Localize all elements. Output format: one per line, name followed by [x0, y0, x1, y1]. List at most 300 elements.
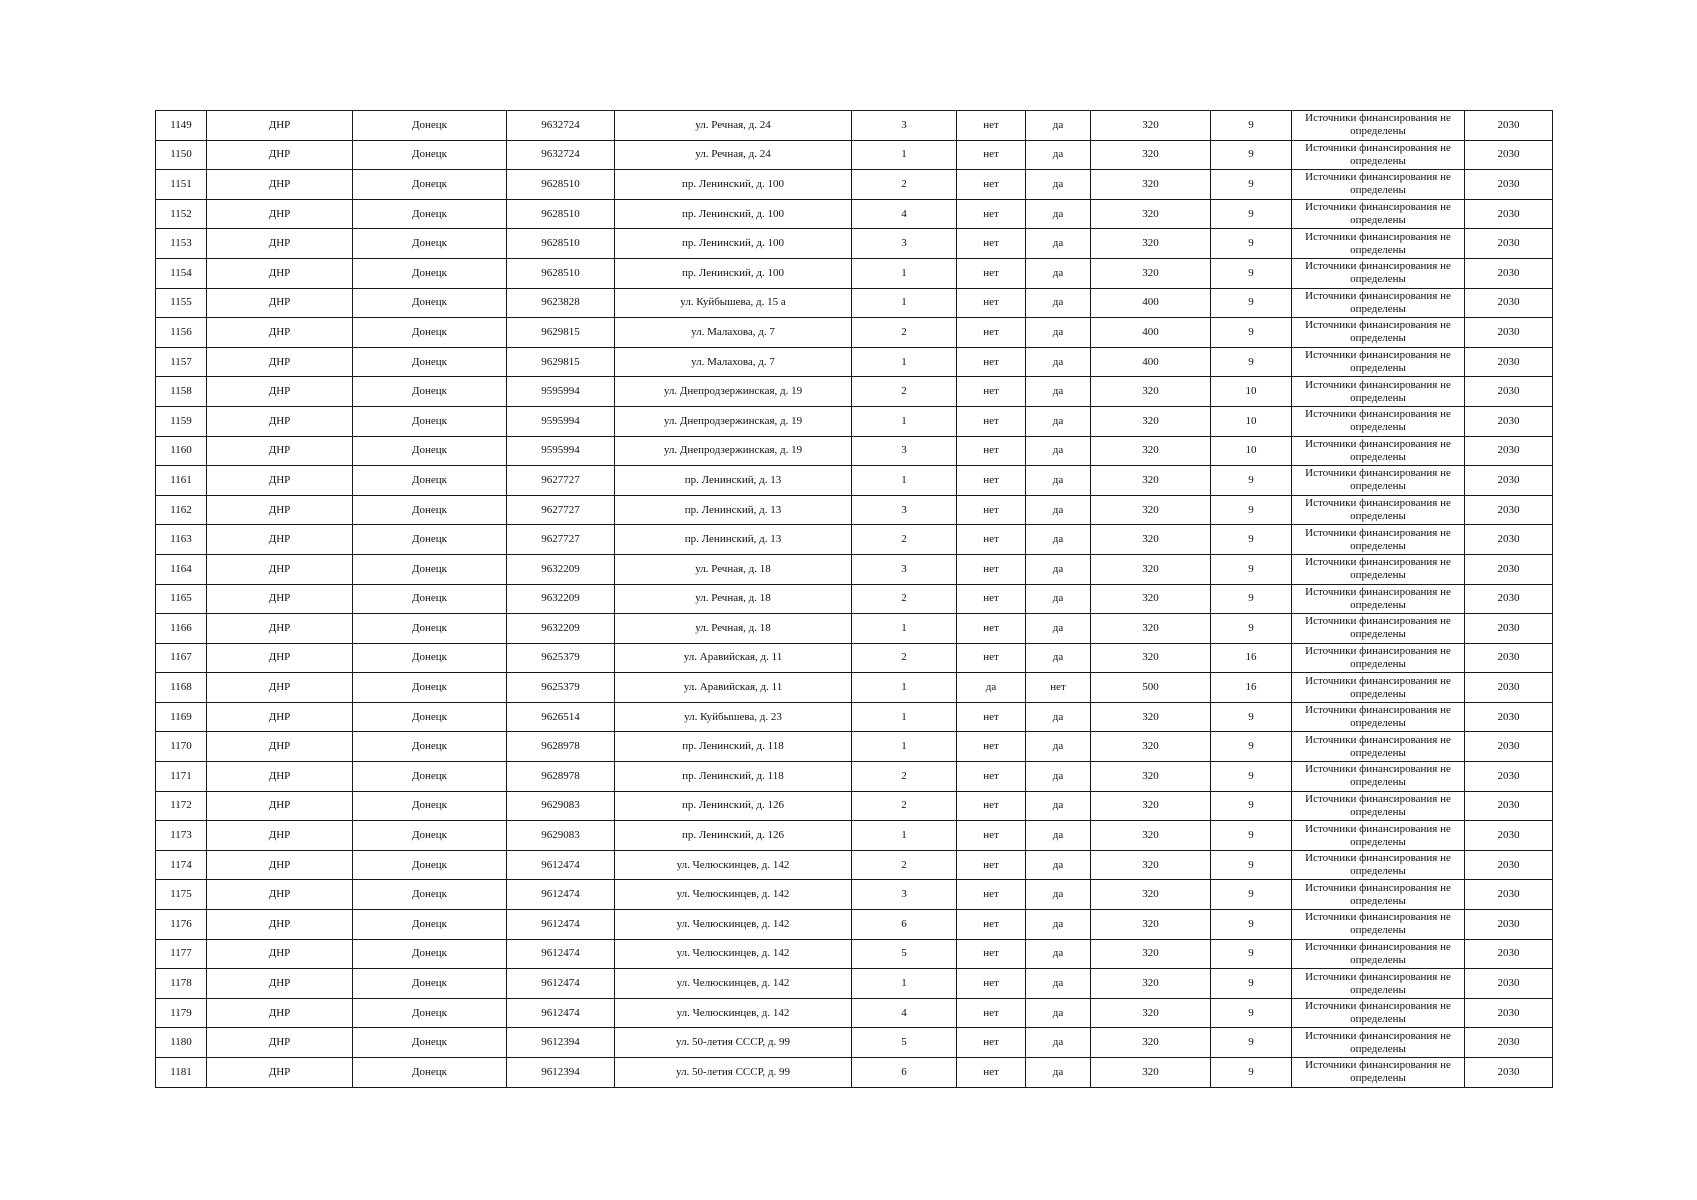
- cell-value-count: 10: [1211, 436, 1292, 466]
- table-row: [156, 850, 1553, 880]
- cell-value-yes-no-2: да: [1026, 258, 1091, 288]
- cell-address: пр. Ленинский, д. 13: [615, 525, 852, 555]
- cell-value-320: 320: [1091, 466, 1211, 496]
- cell-funding-source: Источники финансирования не определены: [1292, 318, 1465, 348]
- cell-region: ДНР: [207, 910, 353, 940]
- cell-value-yes-no-2: да: [1026, 702, 1091, 732]
- table-row: [156, 377, 1553, 407]
- cell-value-yes-no-1: нет: [957, 702, 1026, 732]
- table-row: [156, 170, 1553, 200]
- cell-address: пр. Ленинский, д. 126: [615, 791, 852, 821]
- cell-value-yes-no-1: нет: [957, 377, 1026, 407]
- cell-object-code: 9626514: [507, 702, 615, 732]
- cell-city: Донецк: [353, 288, 507, 318]
- cell-entrance-number: 1: [852, 406, 957, 436]
- cell-funding-source: Источники финансирования не определены: [1292, 821, 1465, 851]
- cell-funding-source: Источники финансирования не определены: [1292, 347, 1465, 377]
- cell-region: ДНР: [207, 998, 353, 1028]
- cell-region: ДНР: [207, 1058, 353, 1088]
- cell-funding-source: Источники финансирования не определены: [1292, 702, 1465, 732]
- cell-city: Донецк: [353, 998, 507, 1028]
- cell-region: ДНР: [207, 258, 353, 288]
- cell-funding-source: Источники финансирования не определены: [1292, 554, 1465, 584]
- cell-value-yes-no-1: нет: [957, 140, 1026, 170]
- cell-entrance-number: 1: [852, 702, 957, 732]
- cell-city: Донецк: [353, 850, 507, 880]
- cell-year: 2030: [1465, 229, 1553, 259]
- cell-funding-source: Источники финансирования не определены: [1292, 880, 1465, 910]
- cell-funding-source: Источники финансирования не определены: [1292, 466, 1465, 496]
- cell-year: 2030: [1465, 850, 1553, 880]
- cell-value-count: 16: [1211, 643, 1292, 673]
- cell-value-yes-no-1: нет: [957, 821, 1026, 851]
- cell-value-yes-no-1: нет: [957, 495, 1026, 525]
- cell-city: Донецк: [353, 436, 507, 466]
- cell-region: ДНР: [207, 791, 353, 821]
- cell-row-number: 1171: [156, 762, 207, 792]
- cell-value-yes-no-1: нет: [957, 762, 1026, 792]
- cell-row-number: 1156: [156, 318, 207, 348]
- cell-value-yes-no-1: нет: [957, 170, 1026, 200]
- cell-address: ул. Речная, д. 24: [615, 111, 852, 141]
- cell-value-yes-no-2: да: [1026, 880, 1091, 910]
- cell-value-yes-no-1: нет: [957, 258, 1026, 288]
- cell-entrance-number: 2: [852, 318, 957, 348]
- cell-year: 2030: [1465, 1058, 1553, 1088]
- cell-city: Донецк: [353, 821, 507, 851]
- cell-entrance-number: 3: [852, 229, 957, 259]
- cell-address: ул. 50-летия СССР, д. 99: [615, 1028, 852, 1058]
- cell-address: ул. Малахова, д. 7: [615, 347, 852, 377]
- cell-value-320: 320: [1091, 969, 1211, 999]
- cell-city: Донецк: [353, 791, 507, 821]
- cell-funding-source: Источники финансирования не определены: [1292, 199, 1465, 229]
- cell-region: ДНР: [207, 939, 353, 969]
- cell-year: 2030: [1465, 170, 1553, 200]
- cell-funding-source: Источники финансирования не определены: [1292, 643, 1465, 673]
- cell-address: пр. Ленинский, д. 100: [615, 258, 852, 288]
- cell-funding-source: Источники финансирования не определены: [1292, 969, 1465, 999]
- cell-value-count: 9: [1211, 554, 1292, 584]
- cell-funding-source: Источники финансирования не определены: [1292, 614, 1465, 644]
- cell-object-code: 9632724: [507, 140, 615, 170]
- cell-entrance-number: 2: [852, 170, 957, 200]
- cell-region: ДНР: [207, 288, 353, 318]
- cell-city: Донецк: [353, 140, 507, 170]
- table-row: [156, 111, 1553, 141]
- cell-value-320: 320: [1091, 495, 1211, 525]
- cell-value-yes-no-1: нет: [957, 466, 1026, 496]
- cell-year: 2030: [1465, 347, 1553, 377]
- cell-city: Донецк: [353, 199, 507, 229]
- cell-value-yes-no-1: нет: [957, 910, 1026, 940]
- cell-value-count: 9: [1211, 199, 1292, 229]
- cell-row-number: 1157: [156, 347, 207, 377]
- cell-address: ул. Челюскинцев, д. 142: [615, 998, 852, 1028]
- cell-year: 2030: [1465, 821, 1553, 851]
- cell-value-count: 9: [1211, 111, 1292, 141]
- cell-value-count: 9: [1211, 140, 1292, 170]
- cell-object-code: 9595994: [507, 406, 615, 436]
- cell-value-yes-no-1: нет: [957, 525, 1026, 555]
- cell-value-yes-no-2: да: [1026, 1028, 1091, 1058]
- cell-value-yes-no-1: нет: [957, 554, 1026, 584]
- cell-year: 2030: [1465, 702, 1553, 732]
- cell-entrance-number: 6: [852, 1058, 957, 1088]
- cell-object-code: 9628510: [507, 199, 615, 229]
- cell-entrance-number: 5: [852, 1028, 957, 1058]
- cell-city: Донецк: [353, 258, 507, 288]
- cell-funding-source: Источники финансирования не определены: [1292, 850, 1465, 880]
- cell-value-yes-no-2: да: [1026, 762, 1091, 792]
- cell-city: Донецк: [353, 318, 507, 348]
- cell-value-320: 320: [1091, 850, 1211, 880]
- cell-row-number: 1178: [156, 969, 207, 999]
- registry-table: [155, 110, 1553, 1088]
- cell-value-320: 320: [1091, 554, 1211, 584]
- cell-region: ДНР: [207, 821, 353, 851]
- cell-object-code: 9629815: [507, 318, 615, 348]
- cell-entrance-number: 1: [852, 140, 957, 170]
- cell-year: 2030: [1465, 140, 1553, 170]
- cell-year: 2030: [1465, 939, 1553, 969]
- cell-value-count: 9: [1211, 702, 1292, 732]
- cell-value-count: 9: [1211, 495, 1292, 525]
- cell-value-yes-no-2: да: [1026, 436, 1091, 466]
- cell-region: ДНР: [207, 377, 353, 407]
- cell-row-number: 1173: [156, 821, 207, 851]
- cell-value-count: 9: [1211, 258, 1292, 288]
- cell-city: Донецк: [353, 969, 507, 999]
- cell-value-yes-no-1: нет: [957, 318, 1026, 348]
- cell-address: ул. Речная, д. 18: [615, 584, 852, 614]
- cell-value-yes-no-2: да: [1026, 791, 1091, 821]
- cell-value-yes-no-2: да: [1026, 821, 1091, 851]
- cell-value-yes-no-1: нет: [957, 199, 1026, 229]
- cell-row-number: 1152: [156, 199, 207, 229]
- cell-value-count: 9: [1211, 1028, 1292, 1058]
- cell-address: ул. 50-летия СССР, д. 99: [615, 1058, 852, 1088]
- cell-object-code: 9595994: [507, 436, 615, 466]
- cell-row-number: 1172: [156, 791, 207, 821]
- cell-value-yes-no-2: да: [1026, 347, 1091, 377]
- cell-value-yes-no-2: да: [1026, 850, 1091, 880]
- cell-object-code: 9623828: [507, 288, 615, 318]
- cell-value-yes-no-2: да: [1026, 939, 1091, 969]
- cell-entrance-number: 3: [852, 495, 957, 525]
- cell-value-yes-no-1: нет: [957, 111, 1026, 141]
- cell-region: ДНР: [207, 732, 353, 762]
- cell-funding-source: Источники финансирования не определены: [1292, 111, 1465, 141]
- cell-value-yes-no-2: да: [1026, 199, 1091, 229]
- cell-value-count: 9: [1211, 791, 1292, 821]
- table-row: [156, 880, 1553, 910]
- cell-funding-source: Источники финансирования не определены: [1292, 910, 1465, 940]
- cell-region: ДНР: [207, 170, 353, 200]
- table-row: [156, 791, 1553, 821]
- cell-row-number: 1169: [156, 702, 207, 732]
- cell-object-code: 9612474: [507, 850, 615, 880]
- cell-object-code: 9628978: [507, 762, 615, 792]
- cell-region: ДНР: [207, 614, 353, 644]
- table-row: [156, 998, 1553, 1028]
- table-row: [156, 702, 1553, 732]
- table-row: [156, 347, 1553, 377]
- cell-city: Донецк: [353, 466, 507, 496]
- table-row: [156, 318, 1553, 348]
- cell-year: 2030: [1465, 614, 1553, 644]
- cell-value-count: 9: [1211, 318, 1292, 348]
- cell-entrance-number: 2: [852, 643, 957, 673]
- cell-city: Донецк: [353, 702, 507, 732]
- cell-value-count: 9: [1211, 910, 1292, 940]
- cell-address: ул. Челюскинцев, д. 142: [615, 910, 852, 940]
- cell-object-code: 9628510: [507, 229, 615, 259]
- cell-value-320: 400: [1091, 347, 1211, 377]
- cell-year: 2030: [1465, 732, 1553, 762]
- cell-value-count: 9: [1211, 525, 1292, 555]
- cell-row-number: 1155: [156, 288, 207, 318]
- table-row: [156, 821, 1553, 851]
- cell-address: пр. Ленинский, д. 13: [615, 466, 852, 496]
- cell-object-code: 9625379: [507, 643, 615, 673]
- cell-value-count: 9: [1211, 969, 1292, 999]
- cell-value-yes-no-1: нет: [957, 1058, 1026, 1088]
- cell-value-count: 9: [1211, 614, 1292, 644]
- cell-region: ДНР: [207, 673, 353, 703]
- cell-value-320: 320: [1091, 880, 1211, 910]
- cell-address: ул. Днепродзержинская, д. 19: [615, 377, 852, 407]
- cell-funding-source: Источники финансирования не определены: [1292, 732, 1465, 762]
- cell-city: Донецк: [353, 377, 507, 407]
- cell-value-320: 320: [1091, 1058, 1211, 1088]
- cell-entrance-number: 3: [852, 880, 957, 910]
- cell-value-yes-no-1: нет: [957, 347, 1026, 377]
- cell-entrance-number: 1: [852, 969, 957, 999]
- cell-year: 2030: [1465, 406, 1553, 436]
- cell-object-code: 9612474: [507, 969, 615, 999]
- cell-year: 2030: [1465, 554, 1553, 584]
- cell-city: Донецк: [353, 643, 507, 673]
- cell-entrance-number: 2: [852, 762, 957, 792]
- cell-region: ДНР: [207, 880, 353, 910]
- cell-row-number: 1180: [156, 1028, 207, 1058]
- cell-object-code: 9595994: [507, 377, 615, 407]
- cell-address: ул. Аравийская, д. 11: [615, 643, 852, 673]
- cell-object-code: 9632209: [507, 554, 615, 584]
- cell-funding-source: Источники финансирования не определены: [1292, 791, 1465, 821]
- table-row: [156, 525, 1553, 555]
- cell-row-number: 1170: [156, 732, 207, 762]
- cell-year: 2030: [1465, 643, 1553, 673]
- cell-year: 2030: [1465, 525, 1553, 555]
- cell-value-yes-no-1: нет: [957, 939, 1026, 969]
- table-row: [156, 495, 1553, 525]
- cell-value-320: 320: [1091, 821, 1211, 851]
- cell-value-yes-no-2: да: [1026, 732, 1091, 762]
- table-row: [156, 910, 1553, 940]
- cell-region: ДНР: [207, 495, 353, 525]
- cell-row-number: 1164: [156, 554, 207, 584]
- cell-address: ул. Куйбышева, д. 23: [615, 702, 852, 732]
- cell-entrance-number: 1: [852, 347, 957, 377]
- cell-value-320: 320: [1091, 525, 1211, 555]
- cell-value-count: 9: [1211, 1058, 1292, 1088]
- table-body: [156, 111, 1553, 1088]
- cell-region: ДНР: [207, 199, 353, 229]
- cell-value-320: 320: [1091, 1028, 1211, 1058]
- cell-value-yes-no-2: да: [1026, 969, 1091, 999]
- cell-value-yes-no-1: нет: [957, 406, 1026, 436]
- cell-row-number: 1161: [156, 466, 207, 496]
- cell-address: ул. Куйбышева, д. 15 а: [615, 288, 852, 318]
- cell-row-number: 1167: [156, 643, 207, 673]
- cell-value-320: 320: [1091, 910, 1211, 940]
- cell-city: Донецк: [353, 614, 507, 644]
- cell-city: Донецк: [353, 762, 507, 792]
- cell-value-320: 320: [1091, 111, 1211, 141]
- cell-value-yes-no-2: да: [1026, 910, 1091, 940]
- cell-funding-source: Источники финансирования не определены: [1292, 1028, 1465, 1058]
- cell-entrance-number: 3: [852, 111, 957, 141]
- cell-value-yes-no-2: да: [1026, 406, 1091, 436]
- cell-city: Донецк: [353, 584, 507, 614]
- cell-object-code: 9628510: [507, 258, 615, 288]
- cell-value-count: 16: [1211, 673, 1292, 703]
- cell-region: ДНР: [207, 554, 353, 584]
- cell-entrance-number: 1: [852, 466, 957, 496]
- cell-region: ДНР: [207, 850, 353, 880]
- table-row: [156, 969, 1553, 999]
- cell-object-code: 9629815: [507, 347, 615, 377]
- cell-city: Донецк: [353, 525, 507, 555]
- cell-city: Донецк: [353, 406, 507, 436]
- cell-value-yes-no-2: да: [1026, 1058, 1091, 1088]
- table-row: [156, 673, 1553, 703]
- cell-city: Донецк: [353, 939, 507, 969]
- cell-region: ДНР: [207, 525, 353, 555]
- cell-object-code: 9629083: [507, 821, 615, 851]
- cell-object-code: 9612474: [507, 880, 615, 910]
- table-row: [156, 732, 1553, 762]
- cell-value-yes-no-2: да: [1026, 643, 1091, 673]
- cell-row-number: 1165: [156, 584, 207, 614]
- cell-value-count: 9: [1211, 939, 1292, 969]
- cell-entrance-number: 2: [852, 525, 957, 555]
- cell-entrance-number: 2: [852, 377, 957, 407]
- cell-region: ДНР: [207, 702, 353, 732]
- cell-value-320: 320: [1091, 140, 1211, 170]
- cell-funding-source: Источники финансирования не определены: [1292, 140, 1465, 170]
- cell-region: ДНР: [207, 347, 353, 377]
- cell-year: 2030: [1465, 377, 1553, 407]
- cell-region: ДНР: [207, 466, 353, 496]
- cell-value-320: 320: [1091, 406, 1211, 436]
- cell-entrance-number: 6: [852, 910, 957, 940]
- cell-entrance-number: 3: [852, 436, 957, 466]
- cell-value-count: 9: [1211, 821, 1292, 851]
- cell-row-number: 1154: [156, 258, 207, 288]
- cell-city: Донецк: [353, 880, 507, 910]
- cell-value-yes-no-1: нет: [957, 288, 1026, 318]
- cell-funding-source: Источники финансирования не определены: [1292, 762, 1465, 792]
- cell-address: ул. Челюскинцев, д. 142: [615, 880, 852, 910]
- cell-value-320: 320: [1091, 584, 1211, 614]
- table-row: [156, 406, 1553, 436]
- cell-year: 2030: [1465, 258, 1553, 288]
- cell-city: Донецк: [353, 910, 507, 940]
- cell-row-number: 1181: [156, 1058, 207, 1088]
- cell-year: 2030: [1465, 880, 1553, 910]
- cell-row-number: 1151: [156, 170, 207, 200]
- cell-row-number: 1149: [156, 111, 207, 141]
- cell-object-code: 9628510: [507, 170, 615, 200]
- cell-region: ДНР: [207, 436, 353, 466]
- cell-value-count: 9: [1211, 170, 1292, 200]
- cell-row-number: 1153: [156, 229, 207, 259]
- cell-value-yes-no-1: да: [957, 673, 1026, 703]
- cell-entrance-number: 1: [852, 821, 957, 851]
- cell-value-yes-no-1: нет: [957, 614, 1026, 644]
- cell-funding-source: Источники финансирования не определены: [1292, 170, 1465, 200]
- cell-row-number: 1162: [156, 495, 207, 525]
- cell-address: пр. Ленинский, д. 126: [615, 821, 852, 851]
- cell-value-count: 9: [1211, 347, 1292, 377]
- cell-address: ул. Аравийская, д. 11: [615, 673, 852, 703]
- cell-object-code: 9632724: [507, 111, 615, 141]
- table-row: [156, 643, 1553, 673]
- cell-funding-source: Источники финансирования не определены: [1292, 406, 1465, 436]
- cell-city: Донецк: [353, 673, 507, 703]
- cell-entrance-number: 2: [852, 850, 957, 880]
- cell-region: ДНР: [207, 643, 353, 673]
- cell-entrance-number: 1: [852, 732, 957, 762]
- cell-funding-source: Источники финансирования не определены: [1292, 673, 1465, 703]
- table-row: [156, 1058, 1553, 1088]
- cell-object-code: 9625379: [507, 673, 615, 703]
- cell-city: Донецк: [353, 732, 507, 762]
- cell-year: 2030: [1465, 436, 1553, 466]
- cell-object-code: 9632209: [507, 614, 615, 644]
- cell-value-yes-no-2: да: [1026, 998, 1091, 1028]
- cell-value-320: 500: [1091, 673, 1211, 703]
- cell-address: ул. Челюскинцев, д. 142: [615, 969, 852, 999]
- cell-value-yes-no-2: нет: [1026, 673, 1091, 703]
- cell-row-number: 1163: [156, 525, 207, 555]
- cell-address: ул. Челюскинцев, д. 142: [615, 939, 852, 969]
- cell-value-yes-no-2: да: [1026, 170, 1091, 200]
- cell-address: пр. Ленинский, д. 118: [615, 732, 852, 762]
- cell-value-yes-no-1: нет: [957, 436, 1026, 466]
- cell-funding-source: Источники финансирования не определены: [1292, 436, 1465, 466]
- table-row: [156, 584, 1553, 614]
- cell-address: пр. Ленинский, д. 100: [615, 170, 852, 200]
- cell-year: 2030: [1465, 1028, 1553, 1058]
- cell-address: ул. Речная, д. 18: [615, 554, 852, 584]
- cell-funding-source: Источники финансирования не определены: [1292, 258, 1465, 288]
- cell-value-320: 320: [1091, 998, 1211, 1028]
- cell-entrance-number: 4: [852, 199, 957, 229]
- cell-object-code: 9627727: [507, 525, 615, 555]
- cell-region: ДНР: [207, 584, 353, 614]
- cell-year: 2030: [1465, 969, 1553, 999]
- cell-value-yes-no-2: да: [1026, 584, 1091, 614]
- cell-value-320: 320: [1091, 436, 1211, 466]
- cell-region: ДНР: [207, 229, 353, 259]
- cell-value-count: 9: [1211, 288, 1292, 318]
- cell-address: ул. Челюскинцев, д. 142: [615, 850, 852, 880]
- cell-value-320: 400: [1091, 288, 1211, 318]
